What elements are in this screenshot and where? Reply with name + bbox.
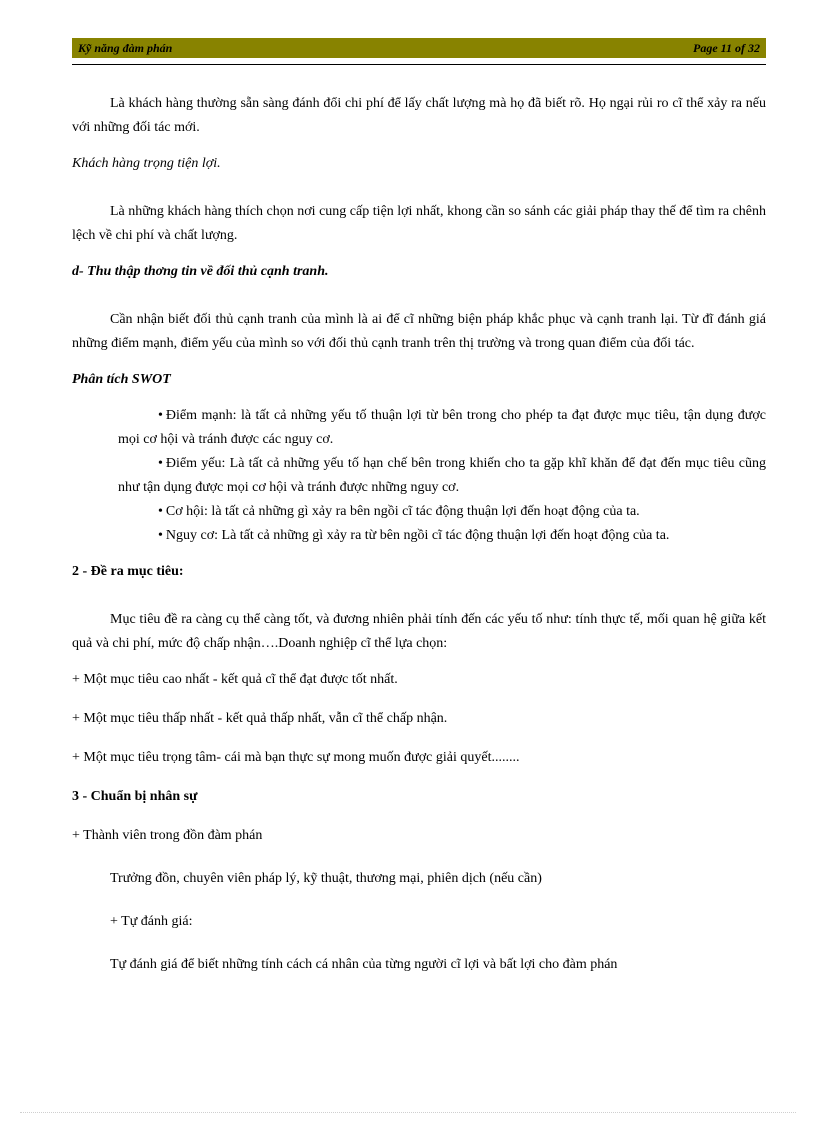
footer-divider (20, 1112, 796, 1113)
header-divider (72, 64, 766, 65)
section-heading: d- Thu thập thơng tin về đối thủ cạnh tranh. (72, 264, 329, 279)
list-item: • Điểm mạnh: là tất cả những yếu tố thuận lợi từ bên trong cho phép ta đạt được mục tiêu, tận dụng được mọi cơ hội và tránh được các nguy cơ. (118, 408, 766, 447)
bullet-icon: • (158, 504, 163, 519)
document-body (72, 92, 766, 977)
bullet-icon: • (158, 408, 163, 423)
list-item: • Cơ hội: là tất cả những gì xảy ra bên ngồi cĩ tác động thuận lợi đến hoạt động của ta. (158, 504, 640, 519)
document-title: Kỹ năng đàm phán (78, 40, 173, 55)
paragraph: + Tự đánh giá: (110, 914, 193, 929)
swot-list (72, 404, 766, 548)
list-item: • Nguy cơ: Là tất cả những gì xảy ra từ bên ngồi cĩ tác động thuận lợi đến hoạt động của ta. (158, 528, 670, 543)
section-heading: Khách hàng trọng tiện lợi. (72, 156, 221, 171)
section-heading: Phân tích SWOT (72, 372, 171, 387)
list-item: • Điểm yếu: Là tất cả những yếu tố hạn chế bên trong khiến cho ta gặp khĩ khăn để đạt đến mục tiêu cũng như tận dụng được mọi cơ hội và tránh được những nguy cơ. (118, 456, 766, 495)
paragraph: + Một mục tiêu cao nhất - kết quả cĩ thể đạt được tốt nhất. (72, 672, 398, 687)
section-heading: 3 - Chuẩn bị nhân sự (72, 789, 198, 804)
paragraph: Cần nhận biết đối thủ cạnh tranh của mình là ai để cĩ những biện pháp khắc phục và cạnh tranh lại. Từ đĩ đánh giá những điểm mạnh, điểm yếu của mình so với đối thủ cạnh tranh trên thị trường và trong quan điểm của đối tác. (72, 312, 766, 351)
paragraph: + Một mục tiêu thấp nhất - kết quả thấp nhất, vẫn cĩ thể chấp nhận. (72, 711, 448, 726)
paragraph: + Thành viên trong đồn đàm phán (72, 828, 263, 843)
paragraph: + Một mục tiêu trọng tâm- cái mà bạn thực sự mong muốn được giải quyết........ (72, 750, 520, 765)
page-header (72, 38, 766, 58)
page-number: Page 11 of 32 (693, 40, 760, 55)
paragraph: Là khách hàng thường sẵn sàng đánh đổi chi phí để lấy chất lượng mà họ đã biết rõ. Họ ngại rủi ro cĩ thể xảy ra nếu với những đối tác mới. (72, 96, 766, 135)
bullet-icon: • (158, 456, 163, 471)
bullet-icon: • (158, 528, 163, 543)
paragraph: Mục tiêu đề ra càng cụ thể càng tốt, và đương nhiên phải tính đến các yếu tố như: tính thực tế, mối quan hệ giữa kết quả và chi phí, mức độ chấp nhận….Doanh nghiệp cĩ thể lựa chọn: (72, 612, 766, 651)
paragraph: Tự đánh giá để biết những tính cách cá nhân của từng người cĩ lợi và bất lợi cho đàm phán (110, 957, 618, 972)
section-heading: 2 - Đề ra mục tiêu: (72, 564, 184, 579)
paragraph: Trưởng đồn, chuyên viên pháp lý, kỹ thuật, thương mại, phiên dịch (nếu cần) (110, 871, 542, 886)
paragraph: Là những khách hàng thích chọn nơi cung cấp tiện lợi nhất, khong cần so sánh các giải pháp thay thế để tìm ra chênh lệch về chi phí và chất lượng. (72, 204, 766, 243)
